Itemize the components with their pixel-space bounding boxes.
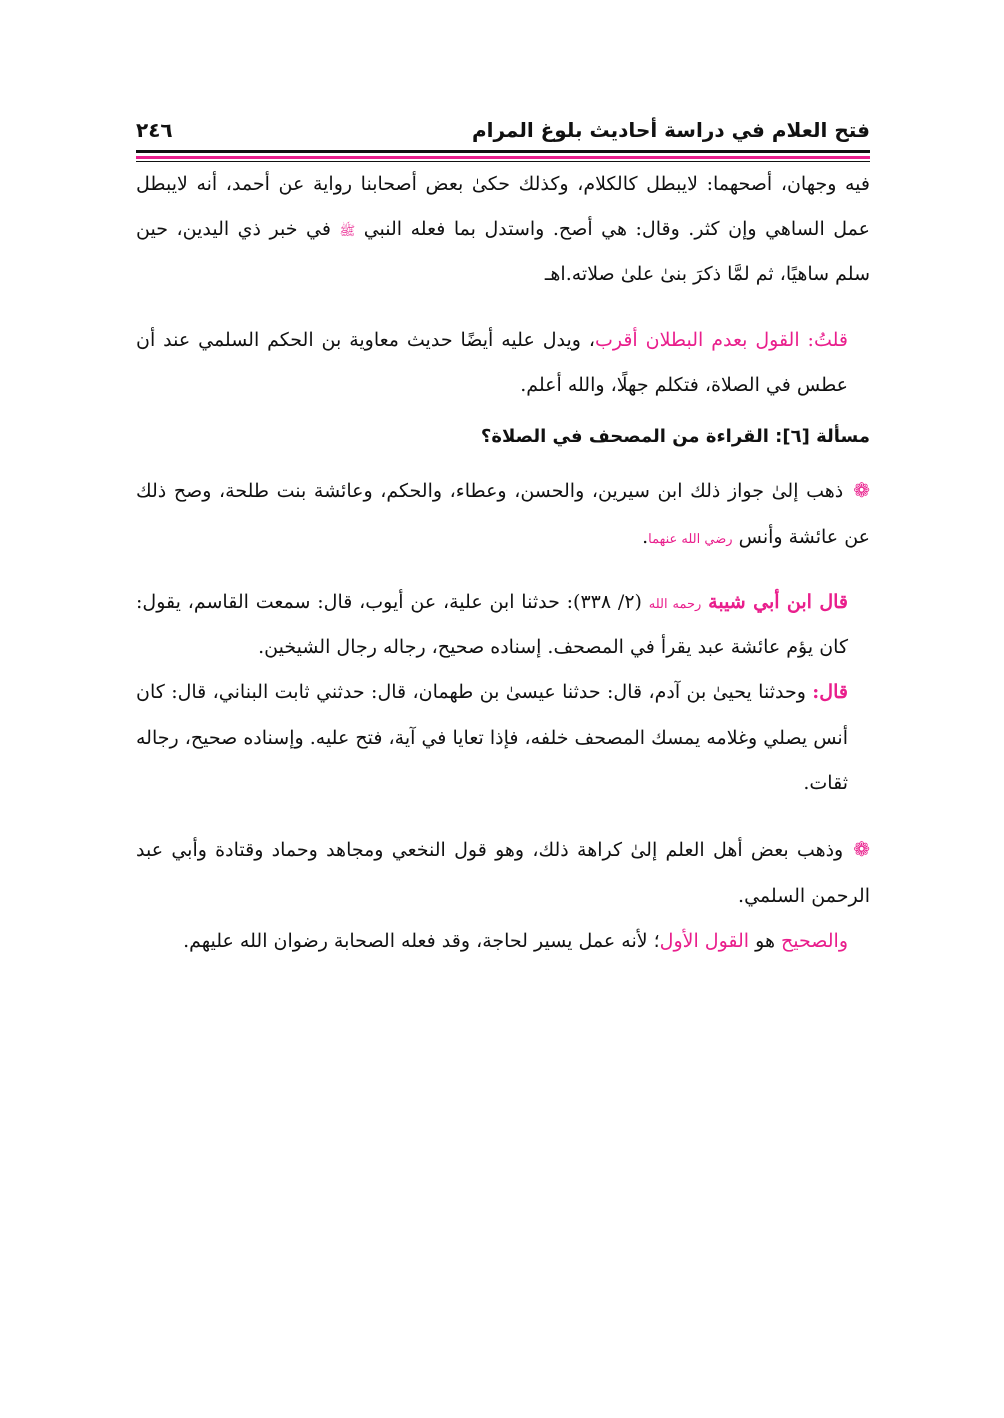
paragraph-1-text: فيه وجهان، أصحهما: لايبطل كالكلام، وكذلك حكىٰ بعض أصحابنا رواية عن أحمد، أنه لايبطل عمل الساهي وإن كثر. وقال: هي أصح. واستدل بما فعله النبي <box>136 173 870 241</box>
paragraph-4-text: (٢/ ٣٣٨): حدثنا ابن علية، عن أيوب، قال: سمعت القاسم، يقول: كان يؤم عائشة عبد يقرأ في المصحف. إسناده صحيح، رجاله رجال الشيخين. <box>136 590 848 659</box>
paragraph-1 <box>136 162 870 298</box>
page-number: ٢٤٦ <box>136 118 173 142</box>
paragraph-5-text: وحدثنا يحيىٰ بن آدم، قال: حدثنا عيسىٰ بن طهمان، قال: حدثني ثابت البناني، قال: كان أنس يصلي وغلامه يمسك المصحف خلفه، فإذا تعايا في آية، فتح عليه. وإسناده صحيح، رجاله ثقات. <box>136 681 848 794</box>
flower-bullet-icon: ❁ <box>853 478 870 503</box>
paragraph-4-lead: قال ابن أبي شيبة <box>708 590 849 613</box>
paragraph-3-text: ذهب إلىٰ جواز ذلك ابن سيرين، والحسن، وعطاء، والحكم، وعائشة بنت طلحة، وصح ذلك عن عائشة وأنس <box>136 480 870 548</box>
header-rule-thick <box>136 150 870 153</box>
paragraph-3 <box>136 467 870 560</box>
paragraph-4 <box>136 580 848 670</box>
header-divider <box>136 150 870 162</box>
header-rule-thin <box>136 161 870 162</box>
flower-bullet-icon: ❁ <box>853 837 870 861</box>
paragraph-2-text: ، ويدل عليه أيضًا حديث معاوية بن الحكم السلمي عند أن عطس في الصلاة، فتكلم جهلًا، والله أعلم. <box>136 328 848 396</box>
honorific-glyph: رحمه الله <box>648 596 702 612</box>
paragraph-7-mid: هو <box>749 929 782 952</box>
page-content <box>136 110 870 964</box>
paragraph-5-lead: قال: <box>812 681 848 704</box>
paragraph-2 <box>136 318 848 408</box>
paragraph-1-end: في خبر ذي اليدين، حين سلم ساهيًا، ثم لمَّا ذكرَ بنىٰ علىٰ صلاته.اهـ <box>136 218 870 286</box>
running-title: فتح العلام في دراسة أحاديث بلوغ المرام <box>471 118 870 142</box>
paragraph-6 <box>136 826 870 919</box>
header-rule-pink <box>136 156 870 159</box>
paragraph-7-lead: والصحيح <box>781 929 848 952</box>
paragraph-3-end: . <box>642 525 649 548</box>
section-heading: مسألة [٦]: القراءة من المصحف في الصلاة؟ <box>480 426 870 448</box>
salutation-glyph: ﷺ <box>339 224 356 240</box>
page-header <box>136 110 870 150</box>
paragraph-6-text: وذهب بعض أهل العلم إلىٰ كراهة ذلك، وهو قول النخعي ومجاهد وحماد وقتادة وأبي عبد الرحمن السلمي. <box>136 839 870 907</box>
paragraph-7-highlight: القول الأول <box>659 929 750 952</box>
paragraph-7-text: ؛ لأنه عمل يسير لحاجة، وقد فعله الصحابة رضوان الله عليهم. <box>183 929 660 952</box>
honorific-glyph: رضي الله عنهما <box>648 531 733 547</box>
paragraph-5 <box>136 670 848 806</box>
paragraph-2-highlight: : القول بعدم البطلان أقرب <box>594 328 814 351</box>
paragraph-7 <box>136 919 848 964</box>
paragraph-2-lead: قلتُ <box>813 328 848 351</box>
